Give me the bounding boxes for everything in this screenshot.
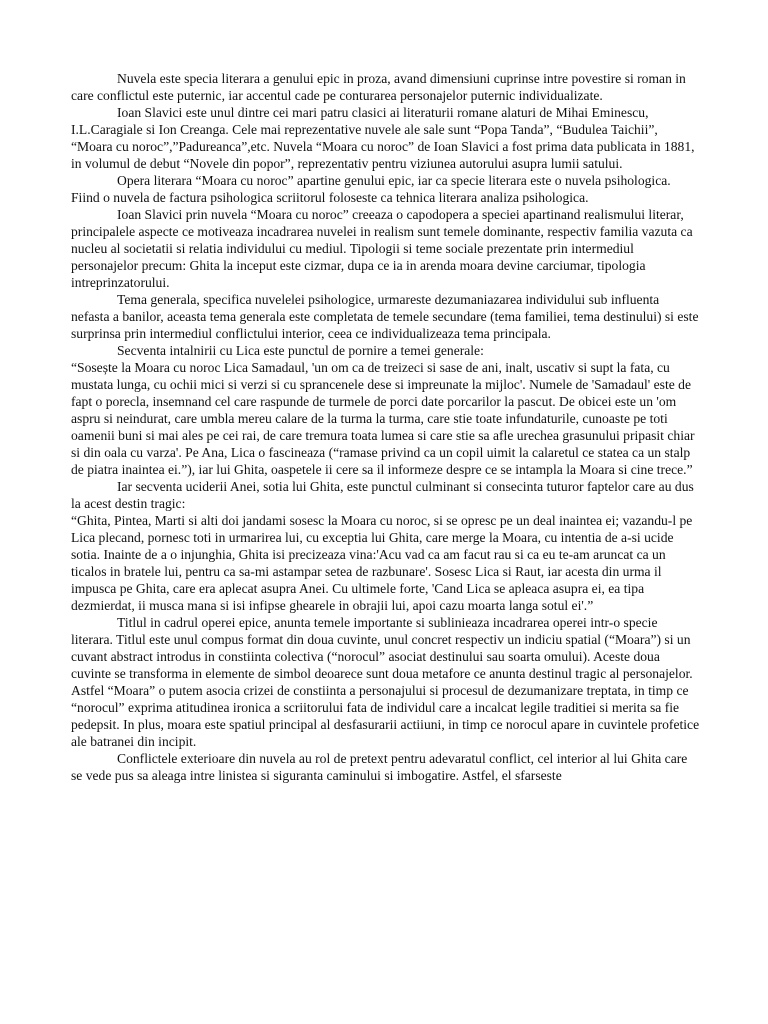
paragraph-opera-literara: Opera literara “Moara cu noroc” apartine genului epic, iar ca specie literara este o nuvela psihologica. Fiind o nuvela de factura psihologica scriitorul foloseste ca tehnica literara analiza psihologica. (71, 173, 671, 205)
paragraph-ioan-slavici: Ioan Slavici este unul dintre cei mari patru clasici ai literaturii romane alaturi de Mihai Eminescu, I.L.Caragiale si Ion Creanga. Cele mai reprezentative nuvele ale sale sunt “Popa Tanda”, “Budulea Taichii”, “Moara cu noroc”,”Padureanca”,etc. Nuvela “Moara cu noroc” de Ioan Slavici a fost prima data publicata in 1881, in volumul de debut “Novele din popor”, reprezentativ pentru viziunea autorului asupra lumii satului. (71, 105, 695, 171)
quote-uciderea-anei: “Ghita, Pintea, Marti si alti doi jandami sosesc la Moara cu noroc, si se opresc pe un deal inaintea ei; vazandu-l pe Lica plecand, pornesc toti in urmarirea lui, cu exceptia lui Ghita, care merge la Moara, cu intentia de a-si ucide sotia. Inainte de a o injunghia, Ghita isi precizeaza vina:'Acu vad ca am facut rau si ca eu te-am aruncat ca un ticalos in bratele lui, pentru ca sa-mi astampar setea de razbunare'. Sosesc Lica si Raut, iar acesta din urma il impusca pe Ghita, care era aplecat asupra Anei. Cu ultimele forte, 'Cand Lica se apleaca asupra ei, ea tipa dezmierdat, ii musca mana si isi infipse ghearele in obrajii lui, apoi cazu moarta langa sotul ei'.” (71, 513, 693, 613)
paragraph-realism: Ioan Slavici prin nuvela “Moara cu noroc” creeaza o capodopera a speciei apartinand realismului literar, principalele aspecte ce motiveaza incadrarea nuvelei in realism sunt temele dominante, respectiv familia vazuta ca nucleu al societatii si relatia individului cu mediul. Tipologii si teme sociale prezentate prin intermediul personajelor precum: Ghita la inceput este cizmar, dupa ce ia in arenda moara devine carciumar, tipologia intreprinzatorului. (71, 207, 693, 290)
paragraph-secventa-uciderii: Iar secventa uciderii Anei, sotia lui Ghita, este punctul culminant si consecinta tuturor faptelor care au dus la acest destin tragic: (71, 479, 694, 511)
paragraph-conflictele: Conflictele exterioare din nuvela au rol de pretext pentru adevaratul conflict, cel interior al lui Ghita care se vede pus sa aleaga intre linistea si siguranta caminului si imbogatire. Astfel, el sfarseste (71, 751, 688, 783)
paragraph-nuvela-definition: Nuvela este specia literara a genului epic in proza, avand dimensiuni cuprinse intre povestire si roman in care conflictul este puternic, iar accentul cade pe conturarea personajelor puternic individualizate. (71, 71, 686, 103)
paragraph-titlul: Titlul in cadrul operei epice, anunta temele importante si sublinieaza incadrarea operei intr-o specie literara. Titlul este unul compus format din doua cuvinte, unul concret respectiv un indiciu spatial (“Moara”) si un cuvant abstract introdus in constiinta colectiva (“norocul” asociat destinului sau soarta omului). Aceste doua cuvinte se transforma in elemente de simbol deoarece sunt doua metafore ce anunta destinul tragic al personajelor. Astfel “Moara” o putem asocia crizei de constiinta a personajului si procesul de dezumanizare treptata, in timp ce “norocul” exprima atitudinea ironica a scriitorului fata de individul care a incalcat legile traditiei si merita sa fie pedepsit. In plus, moara este spatiul principal al desfasurarii actiiuni, in timp ce norocul apare in cuvintele profetice ale batranei din incipit. (71, 615, 700, 749)
paragraph-tema-generala: Tema generala, specifica nuvelelei psihologice, urmareste dezumaniazarea individului sub influenta nefasta a banilor, aceasta tema generala este completata de temele secundare (tema familiei, tema destinului) si este surprinsa prin intermediul conflictului interior, ceea ce individualizeaza tema principala. (71, 292, 699, 341)
quote-lica-samadaul: “Sosește la Moara cu noroc Lica Samadaul, 'un om ca de treizeci si sase de ani, inalt, uscativ si supt la fata, cu mustata lunga, cu ochii mici si verzi si cu sprancenele dese si impreunate la mijloc'. Numele de 'Samadaul' este de fapt o porecla, insemnand cel care raspunde de turmele de porci date porcarilor la pascut. De obicei este un 'om aspru si neindurat, care umbla mereu calare de la turma la turma, care stie toate infundaturile, cunoaste pe toti oamenii buni si mai ales pe cei rai, de care tremura toata lumea si care stie sa afle urechea grasunului pripasit chiar si din oala cu varza'. Pe Ana, Lica o fascineaza (“ramase privind ca un copil uimit la calaretul ce statea ca un stalp de piatra inaintea ei.”), iar lui Ghita, oaspetele ii cere sa il informeze despre ce se intampla la Moara si cine trece.” (71, 360, 695, 477)
paragraph-secventa-lica: Secventa intalnirii cu Lica este punctul de pornire a temei generale: (117, 343, 484, 358)
document-page (71, 70, 701, 784)
